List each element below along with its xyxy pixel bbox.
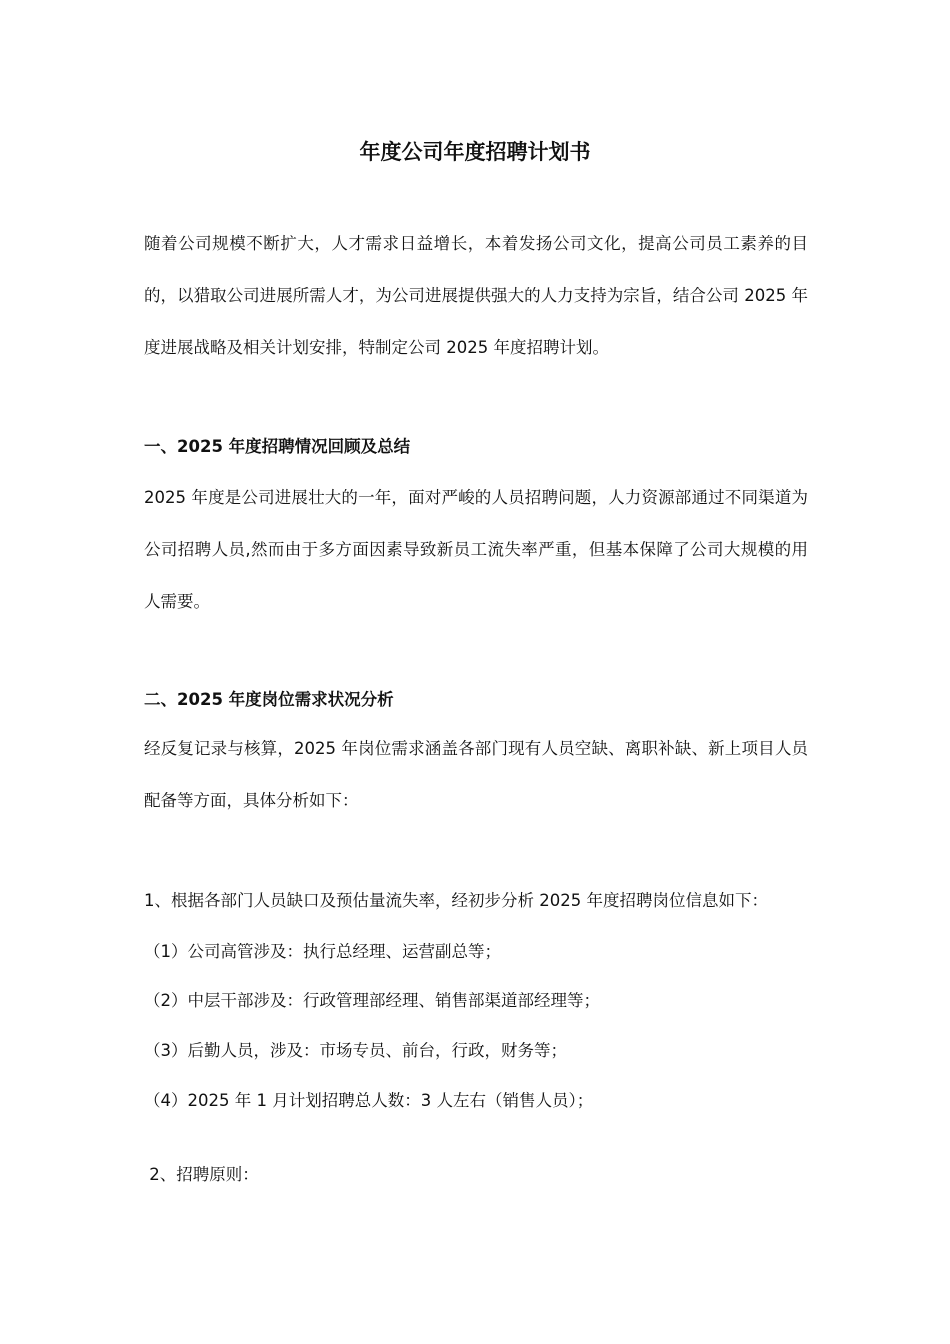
subitem-1: （1）公司高管涉及：执行总经理、运营副总等； [144, 942, 501, 961]
section1-body: 2025 年度是公司进展壮大的一年，面对严峻的人员招聘问题，人力资源部通过不同渠道为公司招聘人员,然而由于多方面因素导致新员工流失率严重，但基本保障了公司大规模的用人需要。 [144, 488, 808, 611]
document-title: 年度公司年度招聘计划书 [359, 140, 591, 164]
intro-paragraph: 随着公司规模不断扩大，人才需求日益增长，本着发扬公司文化，提高公司员工素养的目的，以猎取公司进展所需人才，为公司进展提供强大的人力支持为宗旨，结合公司 2025 年度进展战略及相关计划安排，特制定公司 2025 年度招聘计划。 [144, 234, 808, 357]
item2-text: 2、招聘原则： [144, 1165, 259, 1184]
item1-text: 1、根据各部门人员缺口及预估量流失率，经初步分析 2025 年度招聘岗位信息如下： [144, 891, 768, 910]
section1-heading: 一、2025 年度招聘情况回顾及总结 [144, 437, 411, 456]
subitem-2: （2）中层干部涉及：行政管理部经理、销售部渠道部经理等； [144, 991, 600, 1010]
subitem-3: （3）后勤人员，涉及：市场专员、前台，行政，财务等； [144, 1041, 567, 1060]
section2-heading: 二、2025 年度岗位需求状况分析 [144, 690, 394, 709]
section2-body: 经反复记录与核算，2025 年岗位需求涵盖各部门现有人员空缺、离职补缺、新上项目人员配备等方面，具体分析如下： [144, 739, 808, 810]
subitem-4: （4）2025 年 1 月计划招聘总人数：3 人左右（销售人员）； [144, 1091, 594, 1110]
